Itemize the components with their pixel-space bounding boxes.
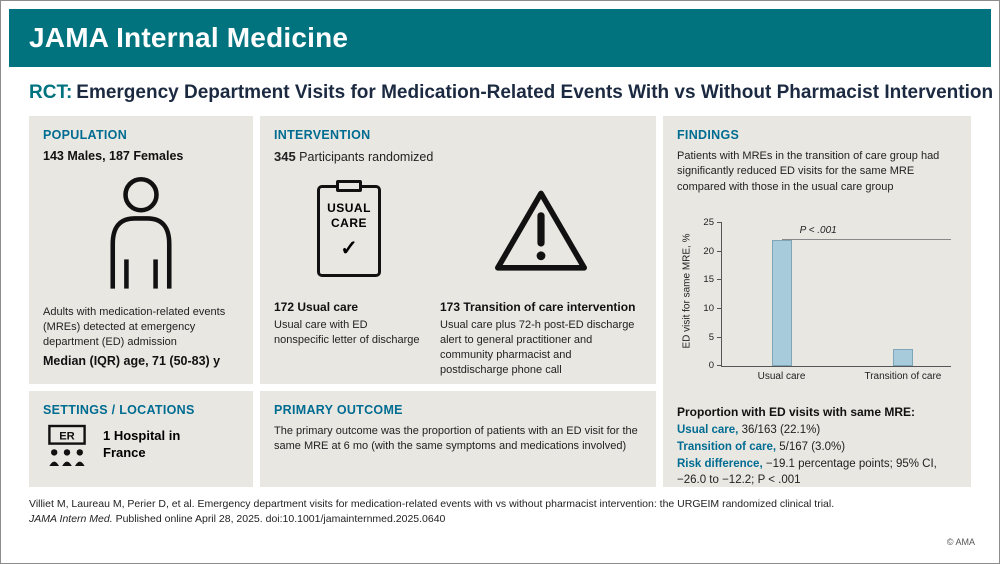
population-description: Adults with medication-related events (MREs) detected at emergency department (ED) admission xyxy=(43,306,226,348)
clipboard-clip xyxy=(336,180,362,192)
y-tick xyxy=(708,360,722,372)
population-panel xyxy=(29,116,253,384)
stat-transition: Transition of care, 5/167 (3.0%) xyxy=(677,440,846,453)
usual-care-name: Usual care xyxy=(294,300,359,314)
panel-grid xyxy=(29,116,971,487)
er-sign-label: ER xyxy=(59,430,75,443)
y-tick xyxy=(708,331,722,343)
clipboard-text: USUAL CARE xyxy=(327,201,371,230)
stat-risk-difference: Risk difference, −19.1 percentage points; 95% CI, −26.0 to −12.2; P < .001 xyxy=(677,457,937,487)
er-hospital-icon xyxy=(43,424,91,473)
y-tick xyxy=(703,245,722,257)
findings-heading: FINDINGS xyxy=(677,128,740,142)
intervention-heading: INTERVENTION xyxy=(274,128,371,142)
intervention-arms xyxy=(274,170,642,377)
study-type-tag: RCT: xyxy=(29,82,73,103)
primary-outcome-panel xyxy=(260,391,656,487)
transition-arm-heading xyxy=(440,300,642,314)
findings-summary: Patients with MREs in the transition of care group had significantly reduced ED visits for the same MRE compared with those in the usual care group xyxy=(677,150,940,193)
warning-triangle-icon xyxy=(440,170,642,292)
randomized-line xyxy=(274,149,642,164)
randomized-count: 345 xyxy=(274,149,296,164)
stat-usual-care: Usual care, 36/163 (22.1%) xyxy=(677,424,821,437)
transition-count: 173 xyxy=(440,300,461,314)
usual-care-arm xyxy=(274,170,424,377)
y-tick xyxy=(703,302,722,314)
copyright-notice: © AMA xyxy=(946,537,975,547)
findings-panel xyxy=(663,116,971,487)
significance-line xyxy=(782,239,951,240)
bar-usual-care xyxy=(772,240,792,366)
settings-text: 1 Hospital in France xyxy=(103,428,181,460)
x-axis-label: Transition of care xyxy=(864,371,942,383)
transition-of-care-arm xyxy=(440,170,642,377)
settings-panel xyxy=(29,391,253,487)
primary-outcome-text: The primary outcome was the proportion of patients with an ED visit for the same MRE at 6 mo (with the same symptoms and medications involved) xyxy=(274,425,638,452)
settings-content xyxy=(43,424,239,473)
p-value-annotation: P < .001 xyxy=(799,224,837,236)
y-tick xyxy=(703,274,722,286)
citation-line1: Villiet M, Laureau M, Perier D, et al. Emergency department visits for medication-related events with vs without pharmacist intervention: the URGEIM randomized clinical trial. xyxy=(29,498,835,510)
page-title xyxy=(29,82,994,104)
people-icons xyxy=(49,449,84,466)
usual-care-arm-heading xyxy=(274,300,424,314)
population-age: Median (IQR) age, 71 (50-83) y xyxy=(43,353,221,368)
y-tick-label: 0 xyxy=(708,360,714,372)
bar-transition-of-care xyxy=(893,349,913,366)
transition-description: Usual care plus 72-h post-ED discharge alert to general practitioner and community pharmacist and postdischarge phone call xyxy=(440,319,635,376)
checkmark-icon: ✓ xyxy=(340,237,358,260)
usual-care-count: 172 xyxy=(274,300,295,314)
citation xyxy=(29,497,971,526)
citation-line2 xyxy=(29,512,971,527)
chart-y-axis-label: ED visit for same MRE, % xyxy=(681,233,693,349)
title-text: Emergency Department Visits for Medication-Related Events With vs Without Pharmacist Intervention xyxy=(76,82,994,103)
citation-line2-rest: Published online April 28, 2025. doi:10.1001/jamainternmed.2025.0640 xyxy=(112,512,446,525)
usual-care-clipboard-icon xyxy=(274,170,424,292)
population-counts: 143 Males, 187 Females xyxy=(43,149,184,163)
transition-name: Transition of care intervention xyxy=(460,300,636,314)
journal-masthead xyxy=(9,9,991,67)
y-tick xyxy=(703,217,722,229)
y-tick-label: 5 xyxy=(708,331,714,343)
intervention-panel xyxy=(260,116,656,384)
randomized-label: Participants randomized xyxy=(295,150,434,164)
y-tick-label: 20 xyxy=(703,245,714,257)
y-tick-label: 15 xyxy=(703,274,714,286)
y-tick-label: 25 xyxy=(703,217,714,229)
proportion-heading: Proportion with ED visits with same MRE: xyxy=(677,405,916,420)
x-axis-label: Usual care xyxy=(757,371,806,383)
primary-outcome-heading: PRIMARY OUTCOME xyxy=(274,403,403,417)
ed-visits-bar-chart xyxy=(677,207,957,397)
journal-name: JAMA Intern Med. xyxy=(29,512,113,525)
population-heading: POPULATION xyxy=(43,128,128,142)
journal-title: JAMA Internal Medicine xyxy=(29,22,349,53)
usual-care-description: Usual care with ED nonspecific letter of discharge xyxy=(274,319,420,346)
chart-plot-area xyxy=(703,217,951,383)
settings-heading: SETTINGS / LOCATIONS xyxy=(43,403,195,417)
y-tick-label: 10 xyxy=(703,302,714,314)
person-icon xyxy=(43,175,239,291)
